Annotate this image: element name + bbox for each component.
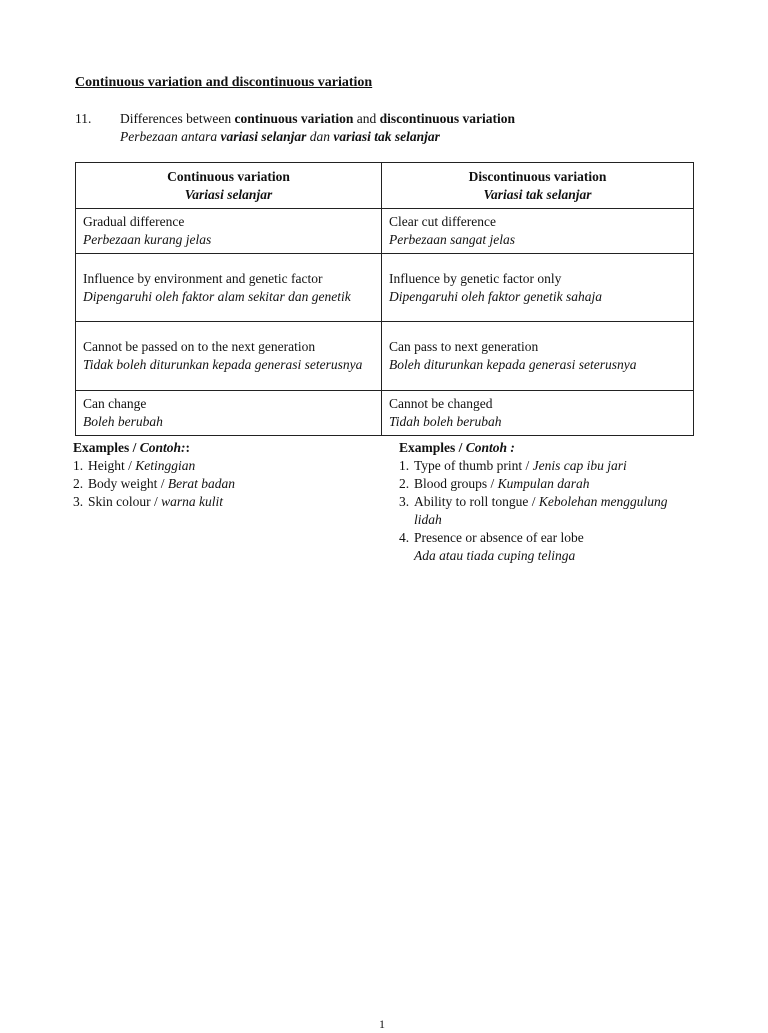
- header-continuous-en: Continuous variation: [167, 168, 290, 184]
- examples-discontinuous: [399, 439, 669, 565]
- question-en-and: and: [353, 111, 380, 126]
- cell-en: Influence by genetic factor only: [389, 270, 562, 286]
- cell-discontinuous: [382, 254, 694, 322]
- examples-label-ms: Contoh :: [465, 440, 515, 455]
- cell-ms: Boleh diturunkan kepada generasi seterusnya: [389, 357, 637, 372]
- cell-en: Influence by environment and genetic factor: [83, 270, 323, 286]
- examples-heading: [73, 439, 235, 457]
- cell-en: Cannot be changed: [389, 396, 493, 411]
- cell-ms: Dipengaruhi oleh faktor alam sekitar dan genetik: [83, 288, 351, 304]
- item-en: Height /: [88, 458, 136, 473]
- list-item: [399, 475, 669, 493]
- list-item: [73, 493, 235, 511]
- cell-continuous: [76, 254, 382, 322]
- list-item: [399, 493, 669, 529]
- item-en: Ability to roll tongue /: [414, 494, 539, 509]
- header-discontinuous-ms: Variasi tak selanjar: [483, 186, 592, 202]
- cell-discontinuous: [382, 209, 694, 254]
- question-ms-term-tak-selanjar: variasi tak selanjar: [333, 129, 440, 144]
- header-discontinuous: [382, 163, 694, 209]
- cell-ms: Perbezaan sangat jelas: [389, 232, 515, 247]
- item-ms: warna kulit: [161, 494, 224, 509]
- table-header-row: [76, 163, 694, 209]
- page-number: 1: [379, 1017, 385, 1031]
- header-continuous-ms: Variasi selanjar: [184, 186, 273, 202]
- item-ms: Ketinggian: [135, 458, 196, 473]
- cell-continuous: [76, 209, 382, 254]
- item-ms: Kumpulan darah: [497, 476, 590, 491]
- table-row: [76, 254, 694, 322]
- question-ms-and: dan: [306, 129, 334, 144]
- cell-en: Clear cut difference: [389, 214, 496, 229]
- cell-en: Can pass to next generation: [389, 339, 539, 354]
- cell-discontinuous: [382, 391, 694, 436]
- item-ms: Jenis cap ibu jari: [532, 458, 627, 473]
- cell-en: Can change: [83, 396, 147, 411]
- examples-label-ms: Contoh:: [139, 440, 186, 455]
- item-number: 4.: [399, 530, 410, 545]
- examples-list: [399, 457, 669, 565]
- table-row: [76, 209, 694, 254]
- cell-ms: Perbezaan kurang jelas: [83, 232, 212, 247]
- item-number: 1.: [399, 458, 410, 473]
- question-malay: [120, 128, 515, 146]
- examples-list: [73, 457, 235, 511]
- header-discontinuous-en: Discontinuous variation: [468, 168, 607, 184]
- question-en-term-continuous: continuous variation: [234, 111, 354, 126]
- item-number: 3.: [73, 494, 84, 509]
- cell-continuous: [76, 322, 382, 391]
- question-en-term-discontinuous: discontinuous variation: [379, 111, 516, 126]
- item-en: Type of thumb print /: [414, 458, 533, 473]
- examples-continuous: [73, 439, 235, 511]
- item-ms: Berat badan: [167, 476, 235, 491]
- cell-ms: Tidah boleh berubah: [389, 414, 502, 429]
- item-en: Presence or absence of ear lobe: [414, 530, 584, 545]
- table-row: [76, 391, 694, 436]
- examples-label-suffix: :: [185, 440, 191, 455]
- page-title: Continuous variation and discontinuous variation: [75, 75, 373, 90]
- question-number: 11.: [75, 111, 92, 126]
- cell-ms: Boleh berubah: [83, 414, 163, 429]
- question-text: [120, 110, 515, 146]
- item-number: 2.: [73, 476, 84, 491]
- cell-continuous: [76, 391, 382, 436]
- list-item: [399, 457, 669, 475]
- cell-ms: Dipengaruhi oleh faktor genetik sahaja: [389, 288, 602, 304]
- examples-label-en: Examples /: [399, 440, 466, 455]
- cell-ms: Tidak boleh diturunkan kepada generasi seterusnya: [83, 357, 363, 372]
- item-number: 1.: [73, 458, 84, 473]
- comparison-table: [75, 162, 694, 436]
- question-en-prefix: Differences between: [120, 111, 235, 126]
- question-ms-term-selanjar: variasi selanjar: [220, 129, 307, 144]
- examples-label-en: Examples /: [73, 440, 140, 455]
- header-continuous: [76, 163, 382, 209]
- item-en: Skin colour /: [88, 494, 162, 509]
- question-ms-prefix: Perbezaan antara: [120, 129, 221, 144]
- list-item: [73, 475, 235, 493]
- table-row: [76, 322, 694, 391]
- cell-en: Gradual difference: [83, 214, 185, 229]
- examples-heading: [399, 439, 669, 457]
- list-item: [399, 529, 669, 565]
- item-number: 3.: [399, 494, 410, 509]
- cell-en: Cannot be passed on to the next generation: [83, 339, 316, 354]
- item-number: 2.: [399, 476, 410, 491]
- cell-discontinuous: [382, 322, 694, 391]
- item-ms: Kebolehan menggulung lidah: [414, 494, 668, 527]
- question-english: [120, 110, 515, 128]
- item-ms: Ada atau tiada cuping telinga: [414, 548, 576, 563]
- item-en: Body weight /: [88, 476, 168, 491]
- list-item: [73, 457, 235, 475]
- item-en: Blood groups /: [414, 476, 498, 491]
